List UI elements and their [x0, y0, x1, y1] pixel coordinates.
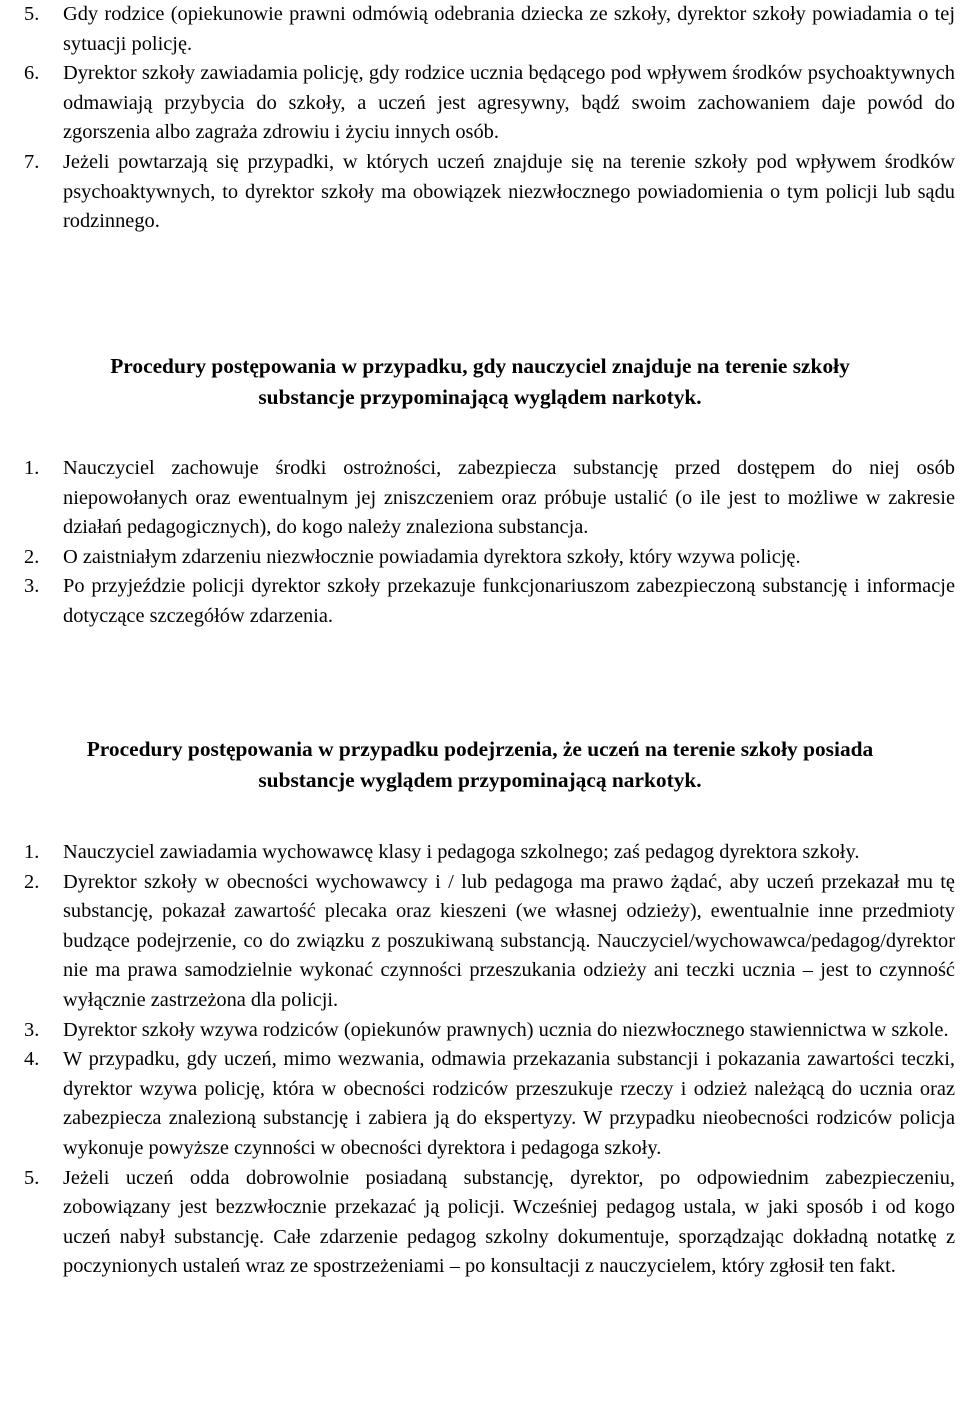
student-suspected-list — [24, 838, 955, 1282]
list-item-text: Jeżeli powtarzają się przypadki, w których uczeń znajduje się na terenie szkoły pod wpływem środków psychoaktywnych, to dyrektor szkoły ma obowiązek niezwłocznego powiadomienia o tym policji lub sądu rodzinnego. — [63, 150, 955, 233]
list-item — [24, 868, 955, 1016]
section-heading-teacher-finds-substance — [0, 351, 960, 413]
list-item-number: 3. — [24, 575, 40, 598]
list-item — [24, 1016, 955, 1046]
heading-line: substancje przypominającą wyglądem narkotyk. — [258, 385, 702, 409]
list-item-text: W przypadku, gdy uczeń, mimo wezwania, odmawia przekazania substancji i pokazania zawartości teczki, dyrektor wzywa policję, która w obecności rodziców przeszukuje rzeczy i odzież należącą do ucznia oraz zabezpiecza znalezioną substancję i zabiera ją do ekspertyzy. W przypadku nieobecności rodziców policja wykonuje powyższe czynności w obecności dyrektora i pedagoga szkoły. — [63, 1048, 955, 1159]
list-item-number: 6. — [24, 62, 40, 85]
list-item — [24, 838, 955, 868]
list-item-text: Dyrektor szkoły zawiadamia policję, gdy rodzice ucznia będącego pod wpływem środków psychoaktywnych odmawiają przybycia do szkoły, a uczeń jest agresywny, bądź swoim zachowaniem daje powód do zgorszenia albo zagraża zdrowiu i życiu innych osób. — [63, 62, 955, 144]
list-item — [24, 59, 955, 148]
list-item — [24, 148, 955, 237]
list-item — [24, 1045, 955, 1163]
list-item — [24, 572, 955, 631]
list-item-text: Jeżeli uczeń odda dobrowolnie posiadaną substancję, dyrektor, po odpowiednim zabezpieczeniu, zobowiązany jest bezzwłocznie przekazać ją policji. Wcześniej pedagog ustala, w jaki sposób i od kogo uczeń nabył substancję. Całe zdarzenie pedagog szkolny dokumentuje, sporządzając dokładną notatkę z poczynionych ustaleń wraz ze spostrzeżeniami – po konsultacji z nauczycielem, który zgłosił ten fakt. — [63, 1166, 955, 1278]
list-item-text: Nauczyciel zawiadamia wychowawcę klasy i pedagoga szkolnego; zaś pedagog dyrektora szkoły. — [63, 841, 860, 863]
list-item-number: 5. — [24, 1166, 40, 1189]
list-item-number: 3. — [24, 1018, 40, 1041]
list-item-number: 2. — [24, 545, 40, 568]
list-item-number: 1. — [24, 841, 40, 863]
list-item-text: Po przyjeździe policji dyrektor szkoły przekazuje funkcjonariuszom zabezpieczoną substancję i informacje dotyczące szczegółów zdarzenia. — [63, 575, 955, 627]
list-item-number: 5. — [24, 3, 40, 25]
continued-procedure-list — [24, 0, 955, 237]
list-item — [24, 543, 955, 573]
list-item — [24, 0, 955, 59]
list-item-text: Dyrektor szkoły wzywa rodziców (opiekunów prawnych) ucznia do niezwłocznego stawiennictwa w szkole. — [63, 1018, 949, 1041]
list-item-number: 4. — [24, 1048, 40, 1071]
heading-line: Procedury postępowania w przypadku podejrzenia, że uczeń na terenie szkoły posiada — [86, 737, 874, 761]
list-item-text: O zaistniałym zdarzeniu niezwłocznie powiadamia dyrektora szkoły, który wzywa policję. — [63, 545, 801, 568]
list-item-text: Nauczyciel zachowuje środki ostrożności, zabezpiecza substancję przed dostępem do niej osób niepowołanych oraz ewentualnym jej zniszczeniem oraz próbuje ustalić (o ile jest to możliwe w zakresie działań pedagogicznych), do kogo należy znaleziona substancja. — [63, 457, 955, 539]
list-item-text: Gdy rodzice (opiekunowie prawni odmówią odebrania dziecka ze szkoły, dyrektor szkoły powiadamia o tej sytuacji policję. — [63, 3, 955, 55]
heading-line: substancje wyglądem przypominającą narkotyk. — [258, 768, 702, 792]
section-heading-student-suspected — [0, 734, 960, 796]
list-item-number: 1. — [24, 457, 40, 479]
teacher-finds-substance-list — [24, 454, 955, 632]
list-item — [24, 454, 955, 543]
list-item-number: 2. — [24, 870, 40, 893]
list-item — [24, 1164, 955, 1282]
list-item-text: Dyrektor szkoły w obecności wychowawcy i / lub pedagoga ma prawo żądać, aby uczeń przekazał mu tę substancję, pokazał zawartość plecaka oraz kieszeni (we własnej odzieży), ewentualnie inne przedmioty budzące podejrzenie, co do związku z poszukiwaną substancją. Nauczyciel/wychowawca/pedagog/dyrektor nie ma prawa samodzielnie wykonać czynności przeszukania odzieży ani teczki ucznia – jest to czynność wyłącznie zastrzeżona dla policji. — [63, 870, 955, 1011]
list-item-number: 7. — [24, 150, 40, 173]
heading-line: Procedury postępowania w przypadku, gdy nauczyciel znajduje na terenie szkoły — [110, 354, 850, 378]
